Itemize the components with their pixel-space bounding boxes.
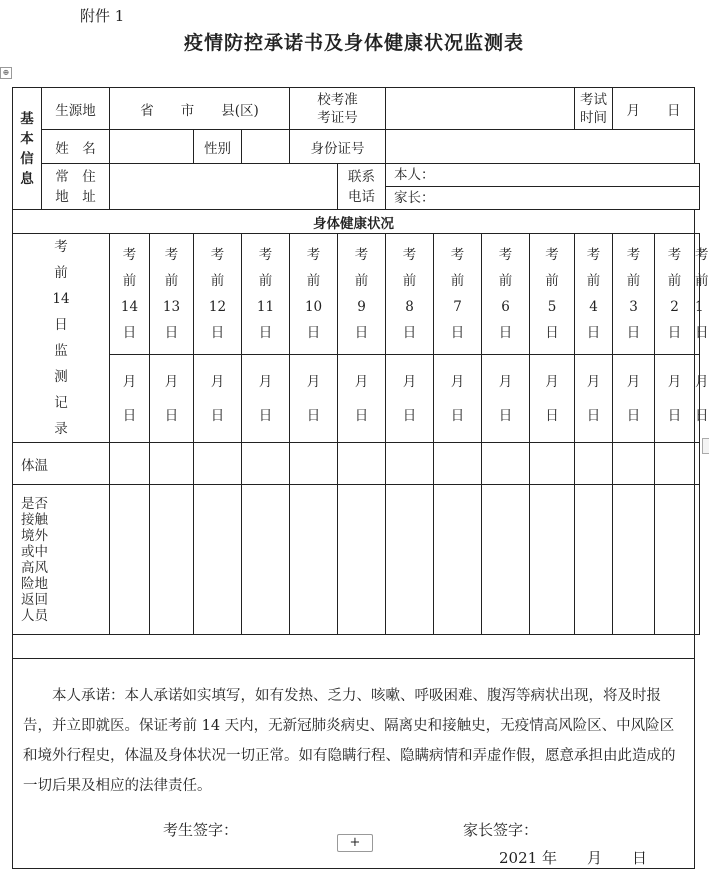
phone-self-field[interactable]: 本人： bbox=[386, 164, 699, 187]
date-field-9[interactable]: 月 日 bbox=[338, 355, 386, 443]
date-field-1[interactable]: 月 日 bbox=[695, 355, 700, 443]
parent-signature-label: 家长签字： bbox=[463, 821, 539, 839]
add-row-button[interactable]: + bbox=[337, 834, 373, 852]
day-header-9: 考 前 9 日 bbox=[338, 234, 386, 355]
basic-info-section-label: 基 本 信 息 bbox=[13, 88, 42, 210]
student-signature-label: 考生签字： bbox=[163, 821, 239, 839]
monitor-record-label: 考 前 14 日 监 测 记 录 bbox=[13, 234, 110, 443]
side-scroll-tab[interactable] bbox=[702, 438, 709, 454]
day-header-12: 考 前 12 日 bbox=[194, 234, 242, 355]
temperature-field-7[interactable] bbox=[434, 443, 482, 485]
contact-risk-label: 是否接触境外或中高风险地返回人员 bbox=[13, 485, 110, 635]
phone-fields bbox=[386, 164, 700, 210]
date-field-5[interactable]: 月 日 bbox=[530, 355, 575, 443]
id-number-field[interactable] bbox=[386, 130, 695, 164]
temperature-field-14[interactable] bbox=[110, 443, 150, 485]
name-label: 姓 名 bbox=[42, 130, 110, 164]
temperature-field-10[interactable] bbox=[290, 443, 338, 485]
name-field[interactable] bbox=[110, 130, 194, 164]
contact-field-7[interactable] bbox=[434, 485, 482, 635]
phone-label: 联系 电话 bbox=[338, 164, 386, 210]
contact-field-12[interactable] bbox=[194, 485, 242, 635]
phone-parent-field[interactable]: 家长： bbox=[394, 190, 435, 206]
temperature-field-11[interactable] bbox=[242, 443, 290, 485]
day-header-7: 考 前 7 日 bbox=[434, 234, 482, 355]
date-field-11[interactable]: 月 日 bbox=[242, 355, 290, 443]
exam-number-label: 校考准 考证号 bbox=[290, 88, 386, 130]
exam-time-label: 考试 时间 bbox=[575, 88, 613, 130]
contact-field-8[interactable] bbox=[386, 485, 434, 635]
address-field[interactable] bbox=[110, 164, 338, 210]
temperature-field-6[interactable] bbox=[482, 443, 530, 485]
date-field-8[interactable]: 月 日 bbox=[386, 355, 434, 443]
temperature-field-13[interactable] bbox=[150, 443, 194, 485]
contact-field-11[interactable] bbox=[242, 485, 290, 635]
day-header-10: 考 前 10 日 bbox=[290, 234, 338, 355]
address-label: 常 住 地 址 bbox=[42, 164, 110, 210]
day-header-1: 考 前 1 日 bbox=[695, 234, 700, 355]
temperature-field-3[interactable] bbox=[613, 443, 655, 485]
attachment-label: 附件 1 bbox=[80, 7, 125, 25]
origin-label: 生源地 bbox=[42, 88, 110, 130]
temperature-field-5[interactable] bbox=[530, 443, 575, 485]
day-header-6: 考 前 6 日 bbox=[482, 234, 530, 355]
contact-field-5[interactable] bbox=[530, 485, 575, 635]
day-header-14: 考 前 14 日 bbox=[110, 234, 150, 355]
contact-field-3[interactable] bbox=[613, 485, 655, 635]
day-header-5: 考 前 5 日 bbox=[530, 234, 575, 355]
gender-label: 性别 bbox=[194, 130, 242, 164]
contact-field-13[interactable] bbox=[150, 485, 194, 635]
document-title: 疫情防控承诺书及身体健康状况监测表 bbox=[183, 32, 524, 54]
day-header-11: 考 前 11 日 bbox=[242, 234, 290, 355]
contact-field-10[interactable] bbox=[290, 485, 338, 635]
contact-field-2[interactable] bbox=[655, 485, 695, 635]
gender-field[interactable] bbox=[242, 130, 290, 164]
contact-field-6[interactable] bbox=[482, 485, 530, 635]
table-move-handle-icon[interactable]: ⊕ bbox=[0, 67, 12, 79]
date-field-7[interactable]: 月 日 bbox=[434, 355, 482, 443]
temperature-field-12[interactable] bbox=[194, 443, 242, 485]
date-field-6[interactable]: 月 日 bbox=[482, 355, 530, 443]
date-field-14[interactable]: 月 日 bbox=[110, 355, 150, 443]
date-field-4[interactable]: 月 日 bbox=[575, 355, 613, 443]
day-header-3: 考 前 3 日 bbox=[613, 234, 655, 355]
date-field-3[interactable]: 月 日 bbox=[613, 355, 655, 443]
origin-field[interactable]: 省 市 县(区) bbox=[110, 88, 290, 130]
contact-field-4[interactable] bbox=[575, 485, 613, 635]
date-field-10[interactable]: 月 日 bbox=[290, 355, 338, 443]
temperature-field-1[interactable] bbox=[695, 443, 700, 485]
exam-time-field[interactable]: 月 日 bbox=[613, 88, 695, 130]
temperature-label: 体温 bbox=[13, 443, 110, 485]
temperature-field-2[interactable] bbox=[655, 443, 695, 485]
day-header-13: 考 前 13 日 bbox=[150, 234, 194, 355]
health-form-table bbox=[12, 87, 709, 869]
date-field-2[interactable]: 月 日 bbox=[655, 355, 695, 443]
date-field-13[interactable]: 月 日 bbox=[150, 355, 194, 443]
temperature-field-8[interactable] bbox=[386, 443, 434, 485]
day-header-4: 考 前 4 日 bbox=[575, 234, 613, 355]
signature-date: 2021 年 月 日 bbox=[499, 849, 647, 867]
blank-row bbox=[13, 635, 695, 659]
date-field-12[interactable]: 月 日 bbox=[194, 355, 242, 443]
health-section-title: 身体健康状况 bbox=[13, 210, 695, 234]
temperature-field-9[interactable] bbox=[338, 443, 386, 485]
contact-field-9[interactable] bbox=[338, 485, 386, 635]
id-number-label: 身份证号 bbox=[290, 130, 386, 164]
contact-field-14[interactable] bbox=[110, 485, 150, 635]
day-header-2: 考 前 2 日 bbox=[655, 234, 695, 355]
day-header-8: 考 前 8 日 bbox=[386, 234, 434, 355]
contact-field-1[interactable] bbox=[695, 485, 700, 635]
commitment-text: 本人承诺：本人承诺如实填写，如有发热、乏力、咳嗽、呼吸困难、腹泻等病状出现，将及时报告，并立即就医。保证考前 14 天内，无新冠肺炎病史、隔离史和接触史，无疫情高风险区、中风险区和境外行程史，体温及身体状况一切正常。如有隐瞒行程、隐瞒病情和弄虚作假，愿意承担由此造成的一切后果及相应的法律责任。 bbox=[23, 688, 676, 794]
temperature-field-4[interactable] bbox=[575, 443, 613, 485]
exam-number-field[interactable] bbox=[386, 88, 575, 130]
